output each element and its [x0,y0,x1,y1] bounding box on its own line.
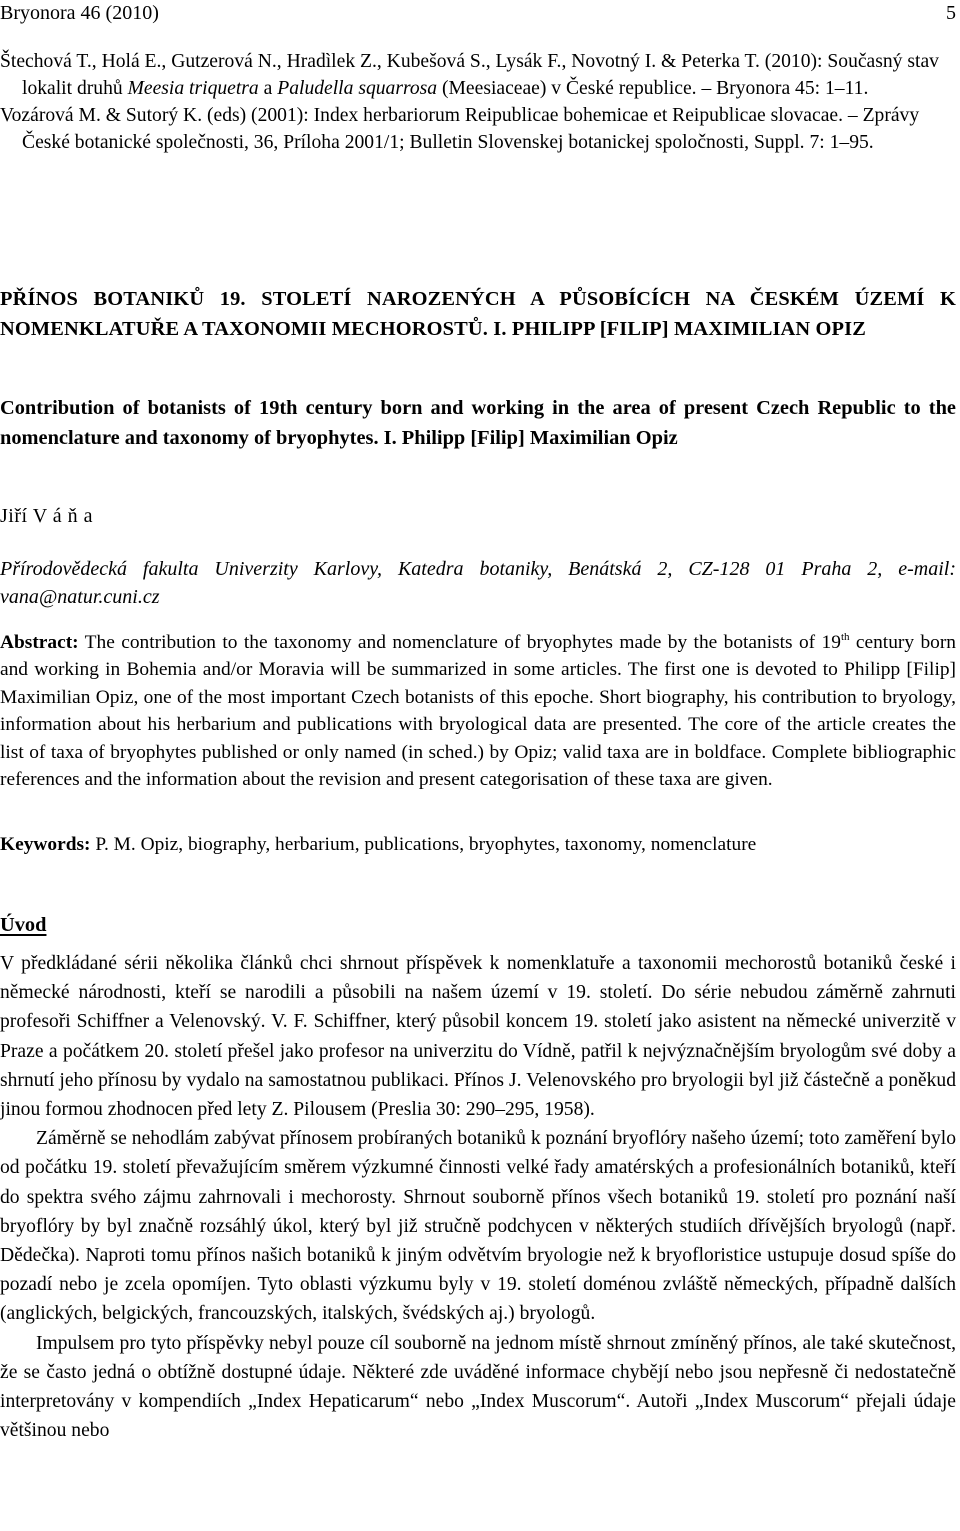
abstract [0,629,956,793]
ordinal-superscript: th [840,631,850,643]
paragraph: Impulsem pro tyto příspěvky nebyl pouze cíl souborně na jednom místě shrnout zmíněný přínos, ale také skutečnost, že se často jedná o obtížně dostupné údaje. Některé zde uváděné informace chybějí nebo jsou nepřesně či nedostatečně interpretovány v kompendiích „Index Hepaticarum“ nebo „Index Muscorum“. Autoři „Index Muscorum“ přejali údaje většinou nebo [0,1332,956,1442]
author-affiliation: Přírodovědecká fakulta Univerzity Karlovy, Katedra botaniky, Benátská 2, CZ-128 01 Praha 2, e-mail: vana@natur.cuni.cz [0,558,956,608]
body-text [0,949,956,1445]
article-title: PŘÍNOS BOTANIKŮ 19. STOLETÍ NAROZENÝCH A PŮSOBÍCÍCH NA ČESKÉM ÚZEMÍ K NOMENKLATUŘE A TAXONOMII MECHOROSTŮ. I. PHILIPP [FILIP] MAXIMILIAN OPIZ [0,288,956,340]
reference-text: (Meesiaceae) v České republice. – Bryonora 45: 1–11. [437,78,869,99]
species-name: Paludella squarrosa [277,78,438,99]
reference-item: Vozárová M. & Sutorý K. (eds) (2001): Index herbariorum Reipublicae bohemicae et Reipublicae slovacae. – Zprávy České botanické společnosti, 36, Príloha 2001/1; Bulletin Slovenskej botanickej spoločnosti, Suppl. 7: 1–95. [0,105,920,153]
species-name: Meesia triquetra [127,78,259,99]
reference-item [0,48,958,102]
reference-text: Štechová T., Holá E., Gutzerová N., Hradìlek Z., Kubešová S., Lysák F., Novotný I. & Peterka T. (2010): Současný stav lokalit druhů [0,51,939,99]
page-number: 5 [946,2,956,24]
keywords-label: Keywords: [0,834,91,855]
author-name: Jiří V á ň a [0,505,94,527]
keywords [0,832,956,858]
abstract-label: Abstract: [0,632,79,653]
reference-list [0,48,958,156]
abstract-text: The contribution to the taxonomy and nomenclature of bryophytes made by the botanists of 19 [78,632,841,653]
abstract-text: century born and working in Bohemia and/or Moravia will be summarized in some articles. The first one is devoted to Philipp [Filip] Maximilian Opiz, one of the most important Czech botanists of this epoche. Short biography, his contribution to bryology, information about his herbarium and publications with bryological data are presented. The core of the article creates the list of taxa of bryophytes published or only named (in sched.) by Opiz; valid taxa are in boldface. Complete bibliographic references and the information about the revision and present categorisation of these taxa are given. [0,632,956,791]
reference-text: a [258,78,278,99]
english-title: Contribution of botanists of 19th century born and working in the area of present Czech Republic to the nomenclature and taxonomy of bryophytes. I. Philipp [Filip] Maximilian Opiz [0,397,956,449]
section-heading: Úvod [0,914,47,936]
paragraph: Záměrně se nehodlám zabývat přínosem probíraných botaniků k poznání bryoflóry našeho území; toto zaměření bylo od počátku 19. století převažujícím směrem výzkumné činnosti velké řady amatérských a profesionálních botaniků, kteří do spektra svého zájmu zahrnovali i mechorosty. Shrnout souborně přínos všech botaniků 19. století pro poznání naší bryoflóry by byl značně rozsáhlý úkol, který byl již stručně podchycen v některých studiích dřívějších bryologů (např. Dědečka). Naproti tomu přínos našich botaniků k jiným odvětvím bryologie než k bryofloristice ustupuje dosud spíše do pozadí nebo je zcela opomíjen. Tyto oblasti výzkumu byly v 19. století doménou zvláště německých, případně dalších (anglických, belgických, francouzských, italských, švédských aj.) bryologů. [0,1128,956,1325]
journal-citation: Bryonora 46 (2010) [0,2,159,24]
keywords-text: P. M. Opiz, biography, herbarium, publications, bryophytes, taxonomy, nomenclature [90,834,757,855]
paragraph: V předkládané sérii několika článků chci shrnout příspěvek k nomenklatuře a taxonomii mechorostů botaniků české i německé národnosti, kteří se narodili a působili na našem území v 19. století. Do série nebudou záměrně zahrnuti profesoři Schiffner a Velenovský. V. F. Schiffner, který působil koncem 19. století jako asistent na německé univerzitě v Praze a počátkem 20. století přešel jako profesor na univerzitu do Vídně, patřil k nejvýznačnějším bryologům své doby a shrnutí jeho přínosu by vydalo na samostatnou publikaci. Přínos J. Velenovského pro bryologii byl již částečně a poněkud jinou formou zhodnocen před lety Z. Pilousem (Preslia 30: 290–295, 1958). [0,953,956,1121]
